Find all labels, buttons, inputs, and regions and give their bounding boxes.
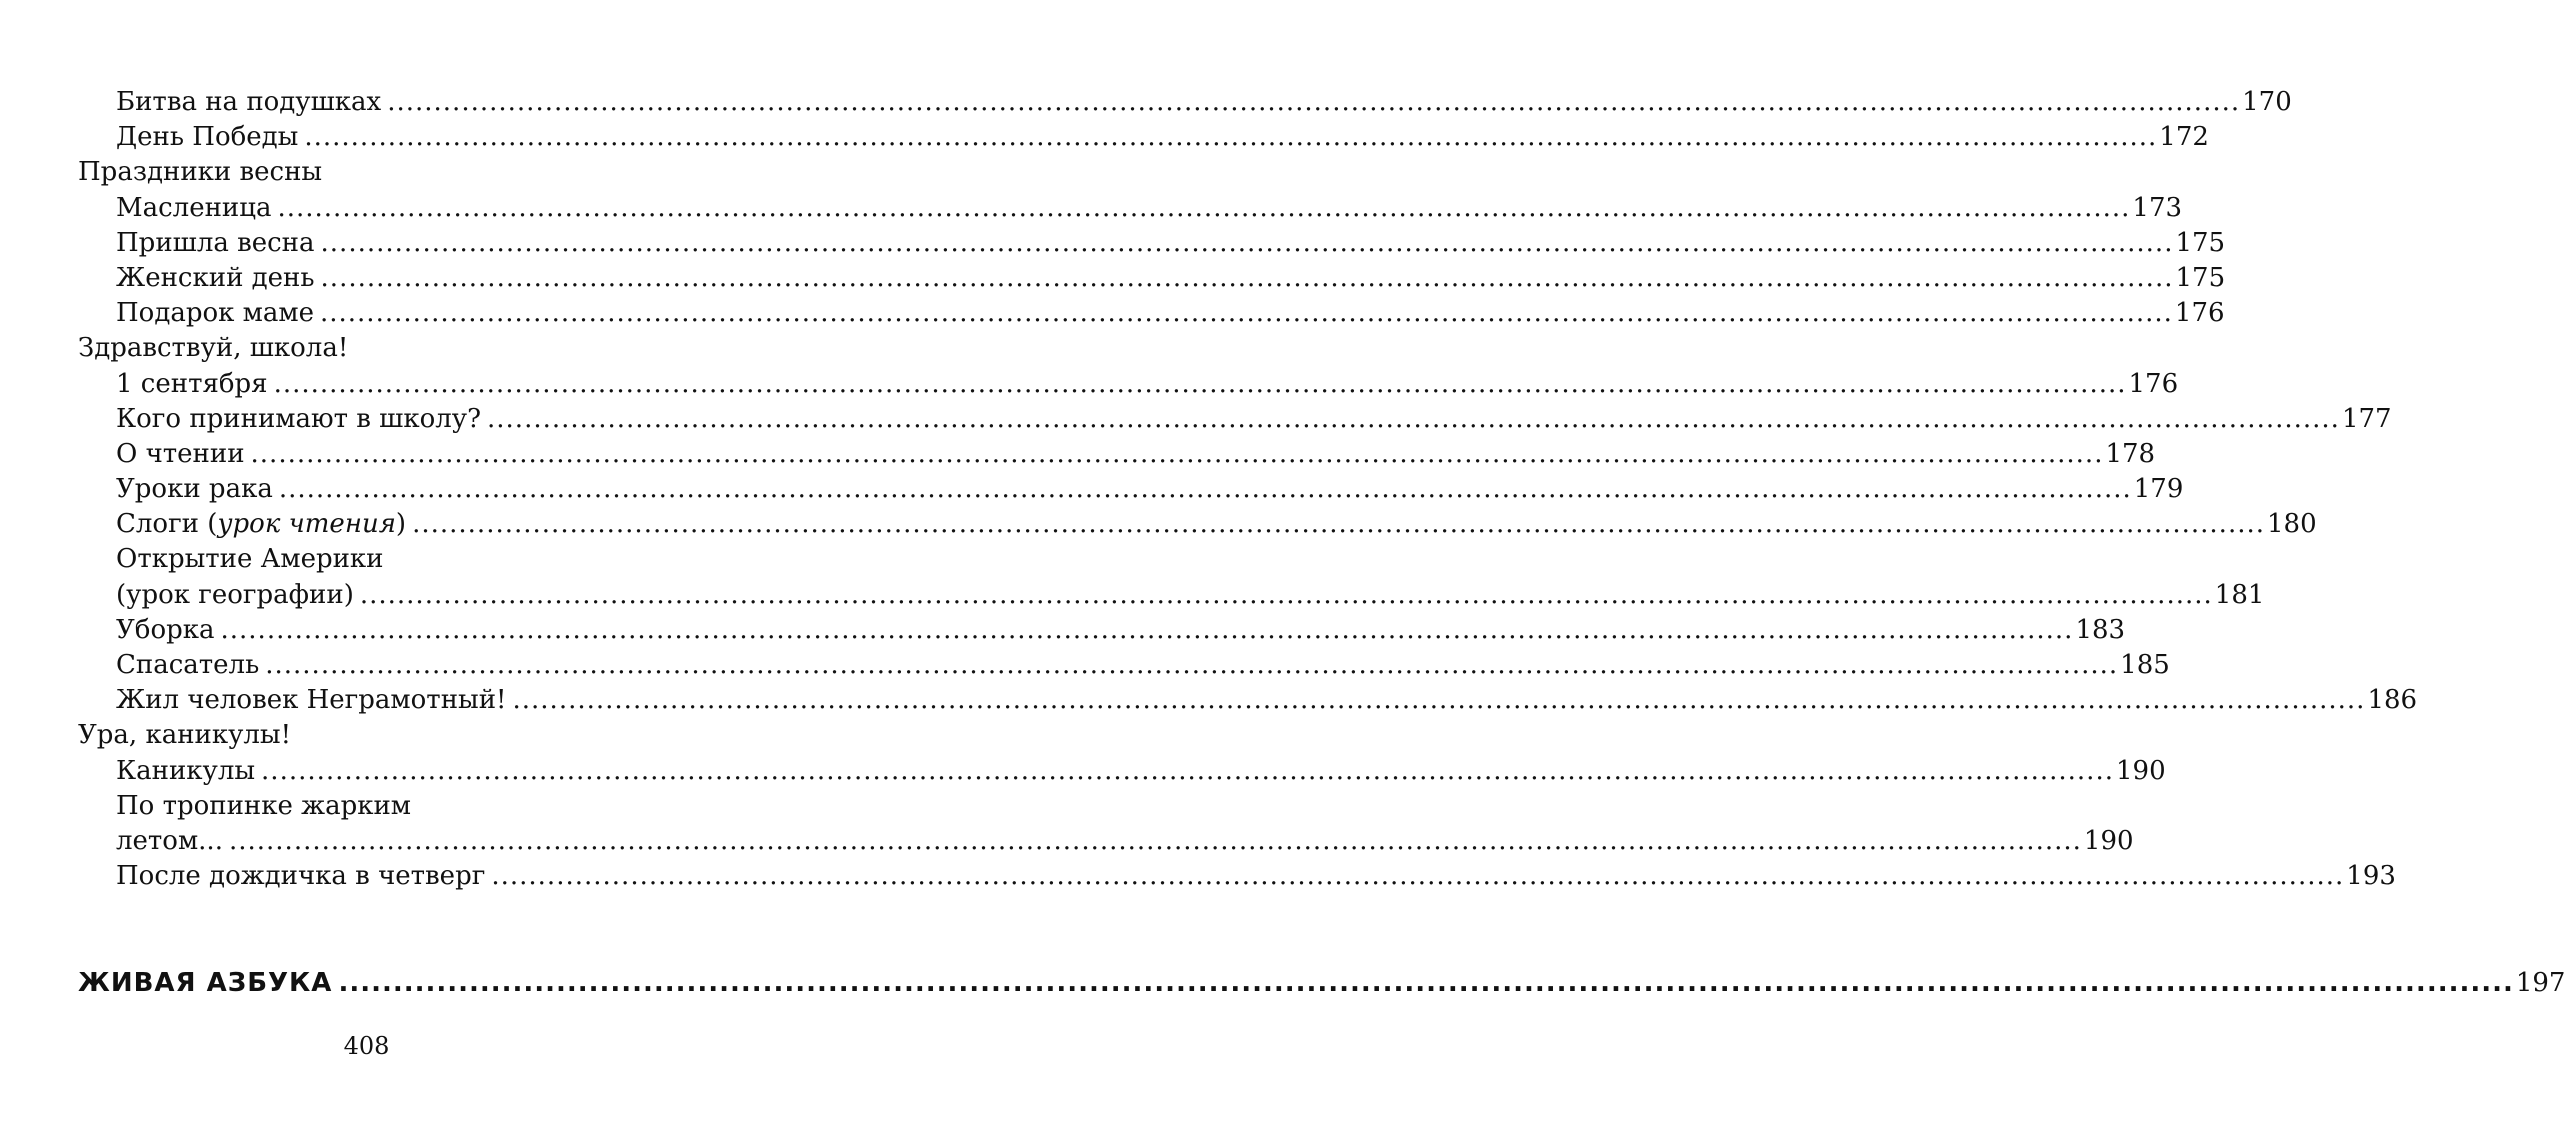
toc-leader-dots: ........................................................................................................................................................................................................ bbox=[359, 579, 2213, 610]
toc-entry-page: 176 bbox=[2174, 298, 2225, 329]
title-text: Ура, каникулы! bbox=[78, 720, 292, 751]
toc-leader-dots: ........................................................................................................................................................................................................ bbox=[278, 474, 2132, 505]
toc-entry-title bbox=[116, 261, 315, 296]
toc-leader-dots: ........................................................................................................................................................................................................ bbox=[487, 403, 2340, 434]
toc-leader-dots: ........................................................................................................................................................................................................ bbox=[265, 650, 2119, 680]
title-text: Каникулы bbox=[116, 755, 256, 786]
title-text-after: ) bbox=[395, 509, 407, 540]
toc-leader-dots: ........................................................................................................................................................................................................ bbox=[304, 122, 2158, 153]
toc-entry bbox=[78, 789, 655, 824]
toc-entry-page: 185 bbox=[2120, 650, 2170, 680]
toc-section-heading bbox=[78, 155, 655, 190]
toc-entry-title bbox=[116, 507, 406, 542]
toc-entry-title bbox=[116, 402, 481, 437]
toc-entry-page: 181 bbox=[2214, 579, 2265, 610]
title-text: Слоги ( bbox=[116, 509, 218, 540]
title-text: Уроки рака bbox=[116, 474, 273, 505]
toc-leader-dots: ........................................................................................................................................................................................................ bbox=[273, 368, 2127, 399]
toc-entry bbox=[78, 85, 2292, 120]
toc-entry-title bbox=[78, 155, 322, 190]
toc-entry-title bbox=[116, 683, 507, 718]
toc-leader-dots: ........................................................................................................................................................................................................ bbox=[261, 755, 2114, 786]
title-text: Уборка bbox=[116, 614, 215, 645]
title-text: летом... bbox=[116, 825, 223, 856]
toc-entry-page: 190 bbox=[2083, 825, 2134, 856]
toc-entry-title bbox=[116, 85, 381, 120]
toc-entry-title bbox=[116, 226, 315, 261]
toc-leader-dots: ........................................................................................................................................................................................................ bbox=[220, 614, 2074, 645]
title-text: Открытие Америки bbox=[116, 544, 384, 575]
toc-entry-title bbox=[116, 754, 255, 789]
toc-entry bbox=[78, 367, 2179, 402]
toc-entry bbox=[78, 683, 2418, 718]
toc-entry-page: 173 bbox=[2132, 192, 2183, 223]
toc-entry-title bbox=[116, 648, 259, 683]
toc-entry-page: 197 bbox=[2515, 968, 2565, 999]
toc-entry-title bbox=[78, 718, 291, 753]
toc-leader-dots: ........................................................................................................................................................................................................ bbox=[250, 438, 2104, 469]
toc-entry bbox=[78, 120, 2209, 155]
toc-entry bbox=[78, 613, 2126, 648]
title-text: Здравствуй, школа! bbox=[78, 333, 349, 364]
toc-leader-dots: ........................................................................................................................................................................................................ bbox=[387, 87, 2241, 117]
toc-section-heading bbox=[78, 331, 655, 366]
title-text: Масленица bbox=[116, 192, 272, 223]
toc-leader-dots: ........................................................................................................................................................................................................ bbox=[338, 968, 2514, 999]
toc-entry-title bbox=[116, 296, 314, 331]
toc-entry-page: 183 bbox=[2075, 614, 2126, 645]
toc-entry bbox=[78, 191, 2183, 226]
toc-final-entry bbox=[78, 966, 2565, 1001]
toc-leader-dots: ........................................................................................................................................................................................................ bbox=[228, 825, 2082, 856]
toc-leader-dots: ........................................................................................................................................................................................................ bbox=[412, 509, 2266, 540]
title-text: О чтении bbox=[116, 438, 245, 469]
title-text: Кого принимают в школу? bbox=[116, 403, 482, 434]
toc-entry bbox=[78, 226, 2226, 261]
title-text: Женский день bbox=[116, 262, 315, 293]
toc-entry-title bbox=[116, 578, 354, 613]
toc-entry-page: 175 bbox=[2175, 262, 2226, 293]
toc-entry-title bbox=[116, 191, 271, 226]
table-of-contents bbox=[78, 85, 2565, 1002]
toc-entry-page: 180 bbox=[2267, 509, 2317, 540]
toc-leader-dots: ........................................................................................................................................................................................................ bbox=[320, 262, 2174, 293]
toc-entry-title bbox=[116, 824, 223, 859]
toc-entry-page: 186 bbox=[2367, 685, 2418, 716]
toc-entry bbox=[78, 261, 2226, 296]
page-number: 408 bbox=[343, 1032, 390, 1060]
title-text: По тропинке жарким bbox=[116, 790, 412, 821]
title-text: 1 сентября bbox=[116, 368, 268, 399]
title-text: (урок географии) bbox=[116, 579, 354, 610]
toc-entry-page: 172 bbox=[2159, 122, 2209, 153]
title-text: Пришла весна bbox=[116, 227, 315, 258]
toc-entry-page: 177 bbox=[2341, 403, 2392, 434]
toc-section-heading bbox=[78, 718, 655, 753]
toc-entry bbox=[78, 507, 2317, 542]
title-text: Жил человек Неграмотный! bbox=[116, 685, 507, 716]
toc-entry-title bbox=[116, 789, 411, 824]
title-text: Битва на подушках bbox=[116, 87, 382, 117]
title-text: Спасатель bbox=[116, 650, 260, 680]
toc-leader-dots: ........................................................................................................................................................................................................ bbox=[512, 685, 2366, 716]
toc-leader-dots: ........................................................................................................................................................................................................ bbox=[320, 227, 2174, 258]
toc-leader-dots: ........................................................................................................................................................................................................ bbox=[491, 861, 2345, 892]
title-text: Праздники весны bbox=[78, 157, 323, 188]
toc-entry-title bbox=[116, 613, 215, 648]
title-text: После дождичка в четверг bbox=[116, 861, 486, 892]
toc-entry-title bbox=[116, 120, 298, 155]
toc-entry-title bbox=[116, 367, 268, 402]
toc-entry bbox=[78, 754, 2166, 789]
toc-entry bbox=[78, 824, 2134, 859]
toc-leader-dots: ........................................................................................................................................................................................................ bbox=[319, 298, 2173, 329]
toc-entry-page: 176 bbox=[2128, 368, 2179, 399]
title-text: День Победы bbox=[116, 122, 299, 153]
toc-entry bbox=[78, 472, 2184, 507]
toc-entry-title bbox=[116, 437, 245, 472]
toc-entry bbox=[78, 437, 2156, 472]
toc-entry-page: 175 bbox=[2175, 227, 2226, 258]
toc-entry bbox=[78, 578, 2265, 613]
toc-entry-title bbox=[78, 331, 348, 366]
toc-entry bbox=[78, 542, 655, 577]
toc-entry bbox=[78, 402, 2392, 437]
toc-leader-dots: ........................................................................................................................................................................................................ bbox=[277, 192, 2131, 223]
toc-entry-page: 179 bbox=[2133, 474, 2184, 505]
toc-entry-page: 190 bbox=[2115, 755, 2166, 786]
toc-entry bbox=[78, 296, 2225, 331]
toc-entry bbox=[78, 859, 2396, 894]
section-gap bbox=[78, 894, 655, 966]
toc-entry-title bbox=[116, 542, 384, 577]
title-text: Подарок маме bbox=[116, 298, 314, 329]
title-italic-text: урок чтения bbox=[217, 509, 396, 540]
toc-entry-page: 178 bbox=[2105, 438, 2156, 469]
toc-entry-page: 193 bbox=[2346, 861, 2396, 892]
toc-entry bbox=[78, 648, 2170, 683]
toc-entry-title: ЖИВАЯ АЗБУКА bbox=[78, 968, 333, 999]
toc-entries bbox=[78, 85, 2418, 894]
toc-entry-title bbox=[116, 472, 273, 507]
toc-entry-page: 170 bbox=[2242, 87, 2292, 117]
toc-entry-title bbox=[116, 859, 485, 894]
